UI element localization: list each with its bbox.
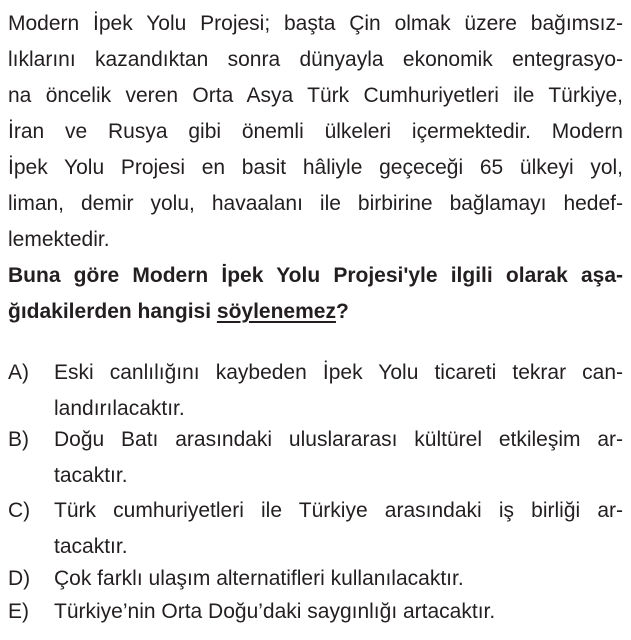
option-letter: E) (8, 600, 29, 623)
passage-line: İpek Yolu Projesi en basit hâliyle geçeceği 65 ülkeyi yol, (8, 156, 623, 179)
question-line (8, 298, 349, 326)
option-text: Çok farklı ulaşım alternatifleri kullanılacaktır. (54, 567, 464, 590)
question-mark: ? (335, 300, 349, 323)
passage-line: na öncelik veren Orta Asya Türk Cumhuriyetleri ile Türkiye, (8, 84, 623, 107)
option-text: Türkiye’nin Orta Doğu’daki saygınlığı artacaktır. (54, 600, 496, 623)
negative-keyword: söylenemez (216, 300, 336, 323)
question-text: ğıdakilerden hangisi (8, 300, 217, 323)
passage-line: lıklarını kazandıktan sonra dünyayla ekonomik entegrasyo- (8, 48, 623, 71)
passage-line: liman, demir yolu, havaalanı ile birbirine bağlamayı hedef- (8, 192, 623, 215)
option-letter: B) (8, 428, 29, 451)
question-line: Buna göre Modern İpek Yolu Projesi'yle ilgili olarak aşa- (8, 264, 623, 287)
option-letter: A) (8, 361, 29, 384)
option-text: tacaktır. (54, 535, 128, 558)
option-text: landırılacaktır. (54, 397, 185, 420)
option-text: Türk cumhuriyetleri ile Türkiye arasındaki iş birliği ar- (54, 499, 623, 522)
option-text: tacaktır. (54, 464, 128, 487)
option-letter: C) (8, 499, 31, 522)
passage-line: lemektedir. (8, 228, 110, 251)
option-text: Eski canlılığını kaybeden İpek Yolu ticareti tekrar can- (54, 361, 623, 384)
option-text: Doğu Batı arasındaki uluslararası kültürel etkileşim ar- (54, 428, 623, 451)
option-letter: D) (8, 567, 31, 590)
passage-line: Modern İpek Yolu Projesi; başta Çin olmak üzere bağımsız- (8, 12, 623, 35)
passage-line: İran ve Rusya gibi önemli ülkeleri içermektedir. Modern (8, 120, 623, 143)
